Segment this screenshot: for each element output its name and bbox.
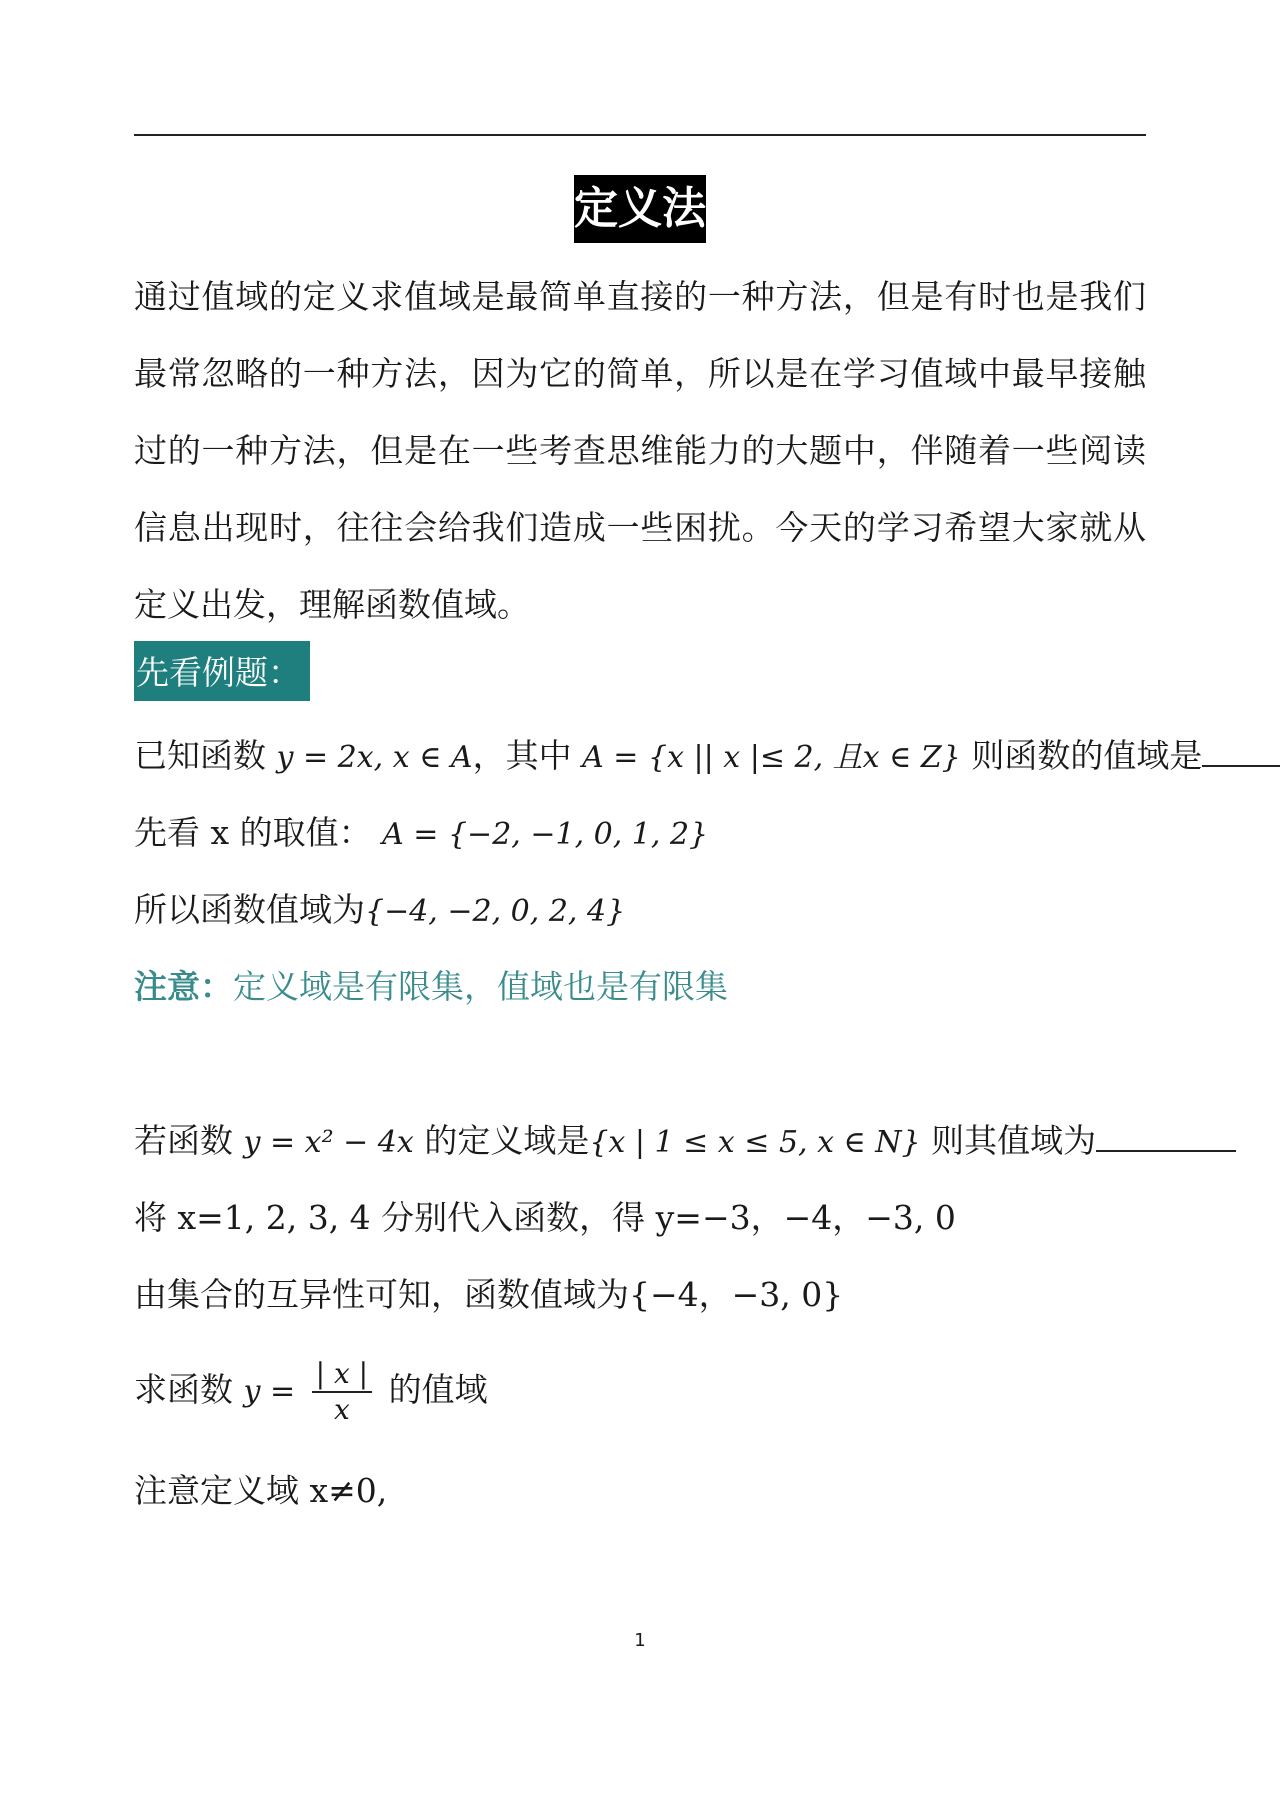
ex2-mid: 的定义域是 xyxy=(424,1121,590,1160)
example-1-question xyxy=(134,728,1280,784)
page-title: 定义法 xyxy=(574,175,706,243)
note-1-text: 定义域是有限集，值域也是有限集 xyxy=(233,967,728,1006)
page-number: 1 xyxy=(634,1630,646,1651)
example-1-step-1 xyxy=(134,805,708,861)
ex1-suffix: 则函数的值域是 xyxy=(971,736,1203,775)
note-1 xyxy=(134,959,728,1015)
ex3-suffix: 的值域 xyxy=(388,1370,488,1409)
ex2-set: {x | 1 ≤ x ≤ 5, x ∈ N} xyxy=(589,1125,921,1160)
example-1-step-2 xyxy=(134,882,625,938)
section-tag: 先看例题： xyxy=(134,641,310,701)
ex1-prefix: 已知函数 xyxy=(134,736,266,775)
example-2-question xyxy=(134,1113,1236,1169)
fraction-numerator: | x | xyxy=(312,1357,372,1393)
ex1-step1-math: A = {−2, −1, 0, 1, 2} xyxy=(382,817,709,852)
fraction xyxy=(312,1357,372,1427)
note-1-label: 注意： xyxy=(134,967,233,1006)
example-2-step-2: 由集合的互异性可知，函数值域为{−4，−3, 0} xyxy=(134,1275,844,1314)
answer-blank xyxy=(1096,1126,1236,1152)
ex3-prefix: 求函数 xyxy=(134,1370,233,1409)
ex3-lhs: y = xyxy=(243,1374,296,1409)
answer-blank xyxy=(1202,741,1280,767)
example-3-question xyxy=(134,1350,488,1430)
ex2-function: y = x² − 4x xyxy=(243,1125,414,1160)
ex1-step2-text: 所以函数值域为 xyxy=(134,890,365,929)
header-rule xyxy=(134,134,1146,136)
ex2-prefix: 若函数 xyxy=(134,1121,233,1160)
ex2-suffix: 则其值域为 xyxy=(931,1121,1097,1160)
example-2-step-1: 将 x=1, 2, 3, 4 分别代入函数，得 y=−3，−4，−3, 0 xyxy=(134,1198,956,1237)
intro-paragraph: 通过值域的定义求值域是最简单直接的一种方法，但是有时也是我们最常忽略的一种方法，因为它的简单，所以是在学习值域中最早接触过的一种方法，但是在一些考查思维能力的大题中，伴随着一些阅读信息出现时，往往会给我们造成一些困扰。今天的学习希望大家就从定义出发，理解函数值域。 xyxy=(134,277,1146,624)
ex1-mid: ，其中 xyxy=(472,736,572,775)
example-3-note: 注意定义域 x≠0, xyxy=(134,1471,388,1510)
ex1-step2-math: {−4, −2, 0, 2, 4} xyxy=(365,894,626,929)
fraction-denominator: x xyxy=(333,1393,350,1426)
ex1-step1-text: 先看 x 的取值： xyxy=(134,813,372,852)
ex1-function: y = 2x, x ∈ A xyxy=(276,740,473,775)
ex1-set: A = {x || x |≤ 2, 且x ∈ Z} xyxy=(582,740,961,775)
